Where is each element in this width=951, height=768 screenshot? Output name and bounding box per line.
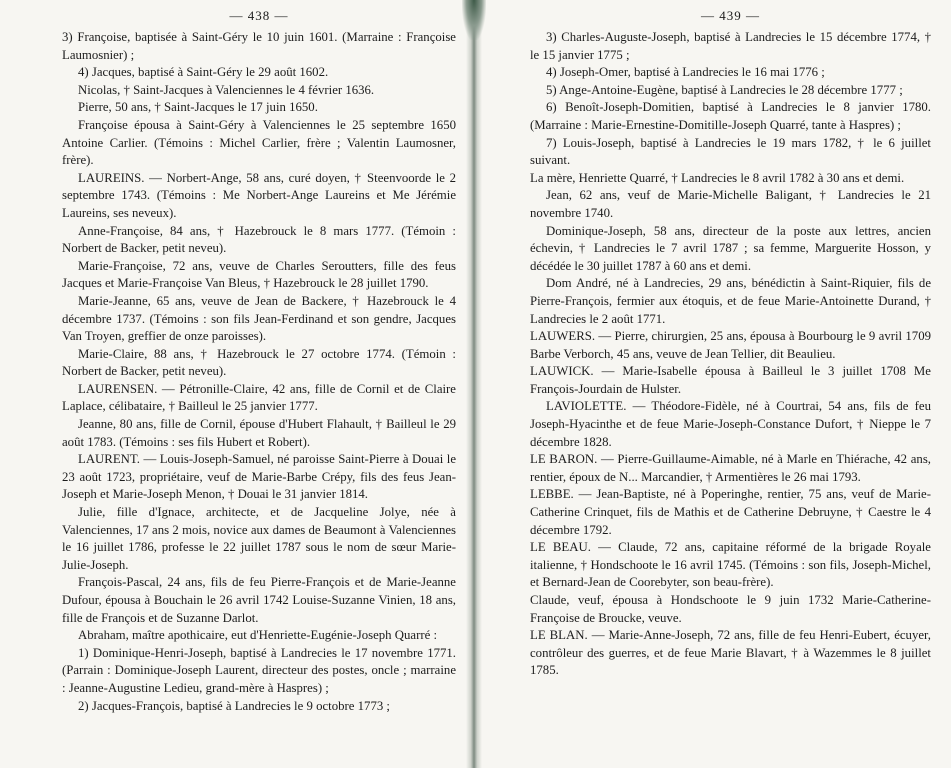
paragraph: LAURENSEN. — Pétronille-Claire, 42 ans, fille de Cornil et de Claire Laplace, célibataire, † Bailleul le 25 janvier 1777. bbox=[62, 381, 456, 414]
paragraph: 1) Dominique-Henri-Joseph, baptisé à Landrecies le 17 novembre 1771. (Parrain : Dominique-Joseph Laurent, directeur des postes, oncle ; marraine : Jeanne-Augustine Ledieu, grand-mère à Haspres) ; bbox=[62, 645, 456, 695]
paragraph: 4) Joseph-Omer, baptisé à Landrecies le 16 mai 1776 ; bbox=[546, 65, 825, 80]
page-number: — 438 — bbox=[229, 8, 289, 23]
paragraph: LE BARON. — Pierre-Guillaume-Aimable, né à Marle en Thiérache, 42 ans, rentier, époux de N... Marcandier, † Armentières le 26 mai 1793. bbox=[530, 452, 931, 484]
paragraph: 3) Françoise, baptisée à Saint-Géry le 10 juin 1601. (Marraine : Françoise Laumosnier) ; bbox=[62, 30, 456, 62]
paragraph: Claude, veuf, épousa à Hondschoote le 9 juin 1732 Marie-Catherine-Françoise de Broucke, veuve. bbox=[530, 593, 931, 625]
paragraph: Abraham, maître apothicaire, eut d'Henriette-Eugénie-Joseph Quarré : bbox=[78, 628, 438, 643]
paragraph: Marie-Jeanne, 65 ans, veuve de Jean de Backere, † Hazebrouck le 4 décembre 1737. (Témoins : son fils Jean-Ferdinand et son gendre, Jacques Van Troyen, greffier de onze paroisses). bbox=[62, 293, 456, 344]
paragraph: François-Pascal, 24 ans, fils de feu Pierre-François et de Marie-Jeanne Dufour, épousa à Bouchain le 26 avril 1742 Louise-Suzanne Vinien, 18 ans, fille de François et de Suzanne Darlot. bbox=[62, 575, 456, 625]
paragraph: Nicolas, † Saint-Jacques à Valenciennes le 4 février 1636. bbox=[78, 82, 375, 97]
paragraph: LEBBE. — Jean-Baptiste, né à Poperinghe, rentier, 75 ans, veuf de Marie-Catherine Crinquet, fils de Mathis et de Catherine Debruyne, † Caestre le 4 décembre 1792. bbox=[530, 487, 931, 537]
paragraph: Pierre, 50 ans, † Saint-Jacques le 17 juin 1650. bbox=[78, 100, 318, 115]
paragraph: La mère, Henriette Quarré, † Landrecies le 8 avril 1782 à 30 ans et demi. bbox=[530, 170, 905, 185]
paragraph: 6) Benoît-Joseph-Domitien, baptisé à Landrecies le 8 janvier 1780. (Marraine : Marie-Ernestine-Domitille-Joseph Quarré, tante à Haspres) ; bbox=[530, 100, 931, 132]
paragraph: 3) Charles-Auguste-Joseph, baptisé à Landrecies le 15 décembre 1774, † le 15 janvier 1775 ; bbox=[530, 30, 931, 62]
text-block bbox=[530, 29, 931, 680]
paragraph: LAUREINS. — Norbert-Ange, 58 ans, curé doyen, † Steenvoorde le 2 septembre 1743. (Témoins : Me Norbert-Ange Laureins et Me Jérémie Laureins, ses neveux). bbox=[62, 170, 456, 220]
page-number: — 439 — bbox=[701, 8, 760, 23]
paragraph: LAUWICK. — Marie-Isabelle épousa à Bailleul le 3 juillet 1708 Me François-Jourdain de Hulster. bbox=[530, 364, 931, 396]
paragraph: Anne-Françoise, 84 ans, † Hazebrouck le 8 mars 1777. (Témoin : Norbert de Backer, petit neveu). bbox=[62, 223, 456, 256]
paragraph: 7) Louis-Joseph, baptisé à Landrecies le 19 mars 1782, † le 6 juillet suivant. bbox=[530, 135, 931, 168]
paragraph: LAVIOLETTE. — Théodore-Fidèle, né à Courtrai, 54 ans, fils de feu Joseph-Hyacinthe et de feue Marie-Joseph-Constance Dufort, † Nieppe le 7 décembre 1828. bbox=[530, 399, 931, 449]
paragraph: Dominique-Joseph, 58 ans, directeur de la poste aux lettres, ancien échevin, † Landrecies le 7 avril 1787 ; sa femme, Marguerite Hosson, y décédée le 30 juillet 1787 à 60 ans et demi. bbox=[530, 223, 931, 273]
paragraph: Julie, fille d'Ignace, architecte, et de Jacqueline Jolye, née à Valenciennes, 17 ans 2 mois, novice aux dames de Beaumont à Valenciennes le 16 juillet 1786, professe le 22 juillet 1787 sous le nom de sœur Marie-Julie-Joseph. bbox=[62, 505, 456, 572]
paragraph: LE BLAN. — Marie-Anne-Joseph, 72 ans, fille de feu Henri-Eubert, écuyer, contrôleur des guerres, et de feue Marie Blavart, † à Wazemmes le 8 juillet 1785. bbox=[530, 628, 931, 678]
paragraph: Françoise épousa à Saint-Géry à Valenciennes le 25 septembre 1650 Antoine Carlier. (Témoins : Michel Carlier, frère ; Valentin Laumosner, frère). bbox=[62, 117, 456, 168]
left-page bbox=[0, 0, 470, 768]
paragraph: LAURENT. — Louis-Joseph-Samuel, né paroisse Saint-Pierre à Douai le 23 août 1723, propriétaire, veuf de Marie-Barbe Crépy, fils des feus Jean-Joseph et Marie-Joseph Menon, † Douai le 31 janvier 1814. bbox=[62, 452, 456, 502]
paragraph: 2) Jacques-François, baptisé à Landrecies le 9 octobre 1773 ; bbox=[78, 698, 390, 713]
text-block bbox=[62, 29, 456, 715]
right-page bbox=[478, 0, 951, 768]
paragraph: 5) Ange-Antoine-Eugène, baptisé à Landrecies le 28 décembre 1777 ; bbox=[546, 82, 903, 97]
paragraph: Marie-Françoise, 72 ans, veuve de Charles Seroutters, fille des feus Jacques et Marie-Françoise Van Bleus, † Hazebrouck le 28 juillet 1790. bbox=[62, 258, 456, 291]
paragraph: LE BEAU. — Claude, 72 ans, capitaine réformé de la brigade Royale italienne, † Hondschoote le 16 avril 1745. (Témoins : son fils, Joseph-Michel, et Bernard-Jean de Coorebyter, son beau-frère). bbox=[530, 540, 931, 590]
paragraph: Jeanne, 80 ans, fille de Cornil, épouse d'Hubert Flahault, † Bailleul le 29 août 1783. (Témoins : ses fils Hubert et Robert). bbox=[62, 417, 456, 449]
paragraph: LAUWERS. — Pierre, chirurgien, 25 ans, épousa à Bourbourg le 9 avril 1709 Barbe Verborch, 45 ans, veuve de Jean Tellier, dit Beaulieu. bbox=[530, 329, 931, 361]
paragraph: Jean, 62 ans, veuf de Marie-Michelle Baligant, † Landrecies le 21 novembre 1740. bbox=[530, 188, 931, 220]
paragraph: 4) Jacques, baptisé à Saint-Géry le 29 août 1602. bbox=[78, 65, 329, 80]
paragraph: Dom André, né à Landrecies, 29 ans, bénédictin à Saint-Riquier, fils de Pierre-François, fermier aux étoquis, et de feue Marie-Antoinette Durand, † Landrecies le 2 août 1771. bbox=[530, 276, 931, 326]
paragraph: Marie-Claire, 88 ans, † Hazebrouck le 27 octobre 1774. (Témoin : Norbert de Backer, petit neveu). bbox=[62, 346, 456, 379]
